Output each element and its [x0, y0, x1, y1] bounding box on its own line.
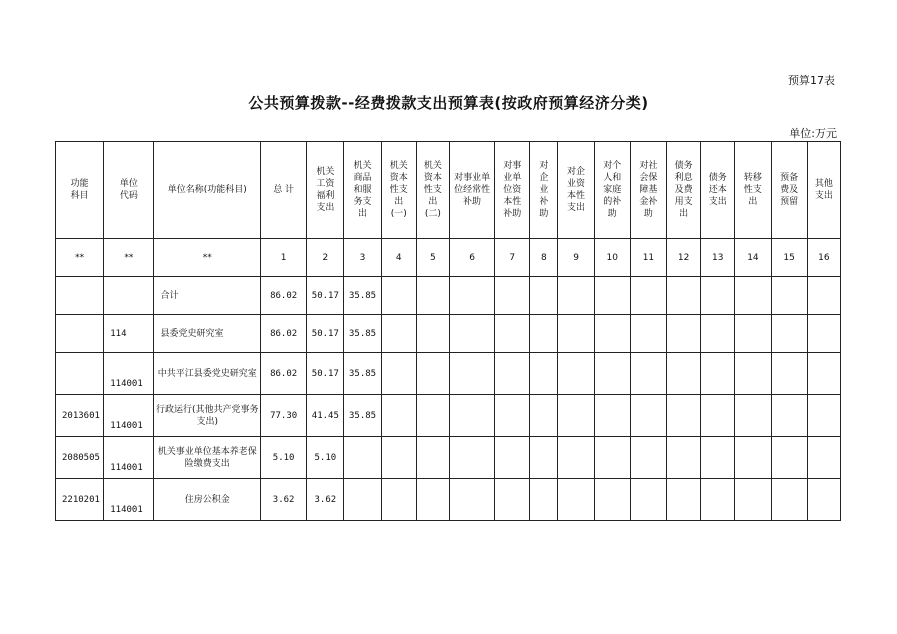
total-cell: 86.02	[261, 315, 307, 353]
table-row	[56, 437, 841, 479]
index-cell: 11	[630, 239, 666, 277]
unit-name-cell: 行政运行(其他共产党事务支出)	[154, 395, 261, 437]
header-cell: 机关资本性支出(一)	[381, 142, 416, 239]
salary-cell: 50.17	[307, 277, 344, 315]
func-code-cell: 2080505	[56, 437, 104, 479]
form-number: 预算17表	[788, 74, 835, 87]
total-cell: 86.02	[261, 353, 307, 395]
total-cell: 86.02	[261, 277, 307, 315]
index-row	[56, 239, 841, 277]
index-cell: 15	[771, 239, 807, 277]
index-cell: 10	[594, 239, 630, 277]
header-cell: 对社会保障基金补助	[630, 142, 666, 239]
index-cell: 7	[495, 239, 530, 277]
table-row	[56, 479, 841, 521]
unit-name-cell: 中共平江县委党史研究室	[154, 353, 261, 395]
header-cell: 转移性支出	[735, 142, 771, 239]
index-cell: 3	[344, 239, 381, 277]
header-cell: 对事业单位经常性补助	[449, 142, 494, 239]
goods-services-cell: 35.85	[344, 395, 381, 437]
budget-table	[55, 141, 841, 521]
index-cell: 8	[530, 239, 558, 277]
table-row	[56, 395, 841, 437]
unit-code-cell	[104, 277, 154, 315]
header-cell: 单位代码	[104, 142, 154, 239]
header-cell: 总 计	[261, 142, 307, 239]
salary-cell: 50.17	[307, 353, 344, 395]
index-cell: 9	[558, 239, 594, 277]
salary-cell: 41.45	[307, 395, 344, 437]
salary-cell: 3.62	[307, 479, 344, 521]
unit-name-cell: 县委党史研究室	[154, 315, 261, 353]
index-cell: **	[154, 239, 261, 277]
header-cell: 对企业资本性支出	[558, 142, 594, 239]
unit-code-cell: 114001	[104, 395, 154, 437]
index-cell: 12	[667, 239, 701, 277]
header-cell: 对事业单位资本性补助	[495, 142, 530, 239]
header-cell: 机关商品和服务支出	[344, 142, 381, 239]
unit-name-cell: 机关事业单位基本养老保险缴费支出	[154, 437, 261, 479]
table-row	[56, 277, 841, 315]
header-cell: 功能科目	[56, 142, 104, 239]
header-cell: 债务利息及费用支出	[667, 142, 701, 239]
index-cell: 6	[449, 239, 494, 277]
unit-name-cell: 合计	[154, 277, 261, 315]
goods-services-cell	[344, 479, 381, 521]
header-cell: 预备费及预留	[771, 142, 807, 239]
table-row	[56, 353, 841, 395]
header-cell: 对个人和家庭的补助	[594, 142, 630, 239]
index-cell: **	[104, 239, 154, 277]
goods-services-cell: 35.85	[344, 353, 381, 395]
func-code-cell	[56, 353, 104, 395]
index-cell: 2	[307, 239, 344, 277]
total-cell: 77.30	[261, 395, 307, 437]
total-cell: 3.62	[261, 479, 307, 521]
unit-name-cell: 住房公积金	[154, 479, 261, 521]
goods-services-cell	[344, 437, 381, 479]
salary-cell: 50.17	[307, 315, 344, 353]
goods-services-cell: 35.85	[344, 277, 381, 315]
index-cell: 1	[261, 239, 307, 277]
page-title: 公共预算拨款--经费拨款支出预算表(按政府预算经济分类)	[248, 94, 649, 112]
table-row	[56, 315, 841, 353]
header-cell: 对企业补助	[530, 142, 558, 239]
index-cell: 5	[416, 239, 449, 277]
header-cell: 其他支出	[807, 142, 840, 239]
salary-cell: 5.10	[307, 437, 344, 479]
func-code-cell	[56, 315, 104, 353]
index-cell: 4	[381, 239, 416, 277]
header-cell: 机关工资福利支出	[307, 142, 344, 239]
header-row	[56, 142, 841, 239]
total-cell: 5.10	[261, 437, 307, 479]
unit-code-cell: 114	[104, 315, 154, 353]
index-cell: 14	[735, 239, 771, 277]
func-code-cell: 2210201	[56, 479, 104, 521]
header-cell: 债务还本支出	[701, 142, 735, 239]
goods-services-cell: 35.85	[344, 315, 381, 353]
unit-code-cell: 114001	[104, 479, 154, 521]
index-cell: 13	[701, 239, 735, 277]
unit-label: 单位:万元	[789, 127, 837, 140]
header-cell: 单位名称(功能科目)	[154, 142, 261, 239]
unit-code-cell: 114001	[104, 437, 154, 479]
func-code-cell	[56, 277, 104, 315]
header-cell: 机关资本性支出(二)	[416, 142, 449, 239]
unit-code-cell: 114001	[104, 353, 154, 395]
index-cell: **	[56, 239, 104, 277]
index-cell: 16	[807, 239, 840, 277]
func-code-cell: 2013601	[56, 395, 104, 437]
